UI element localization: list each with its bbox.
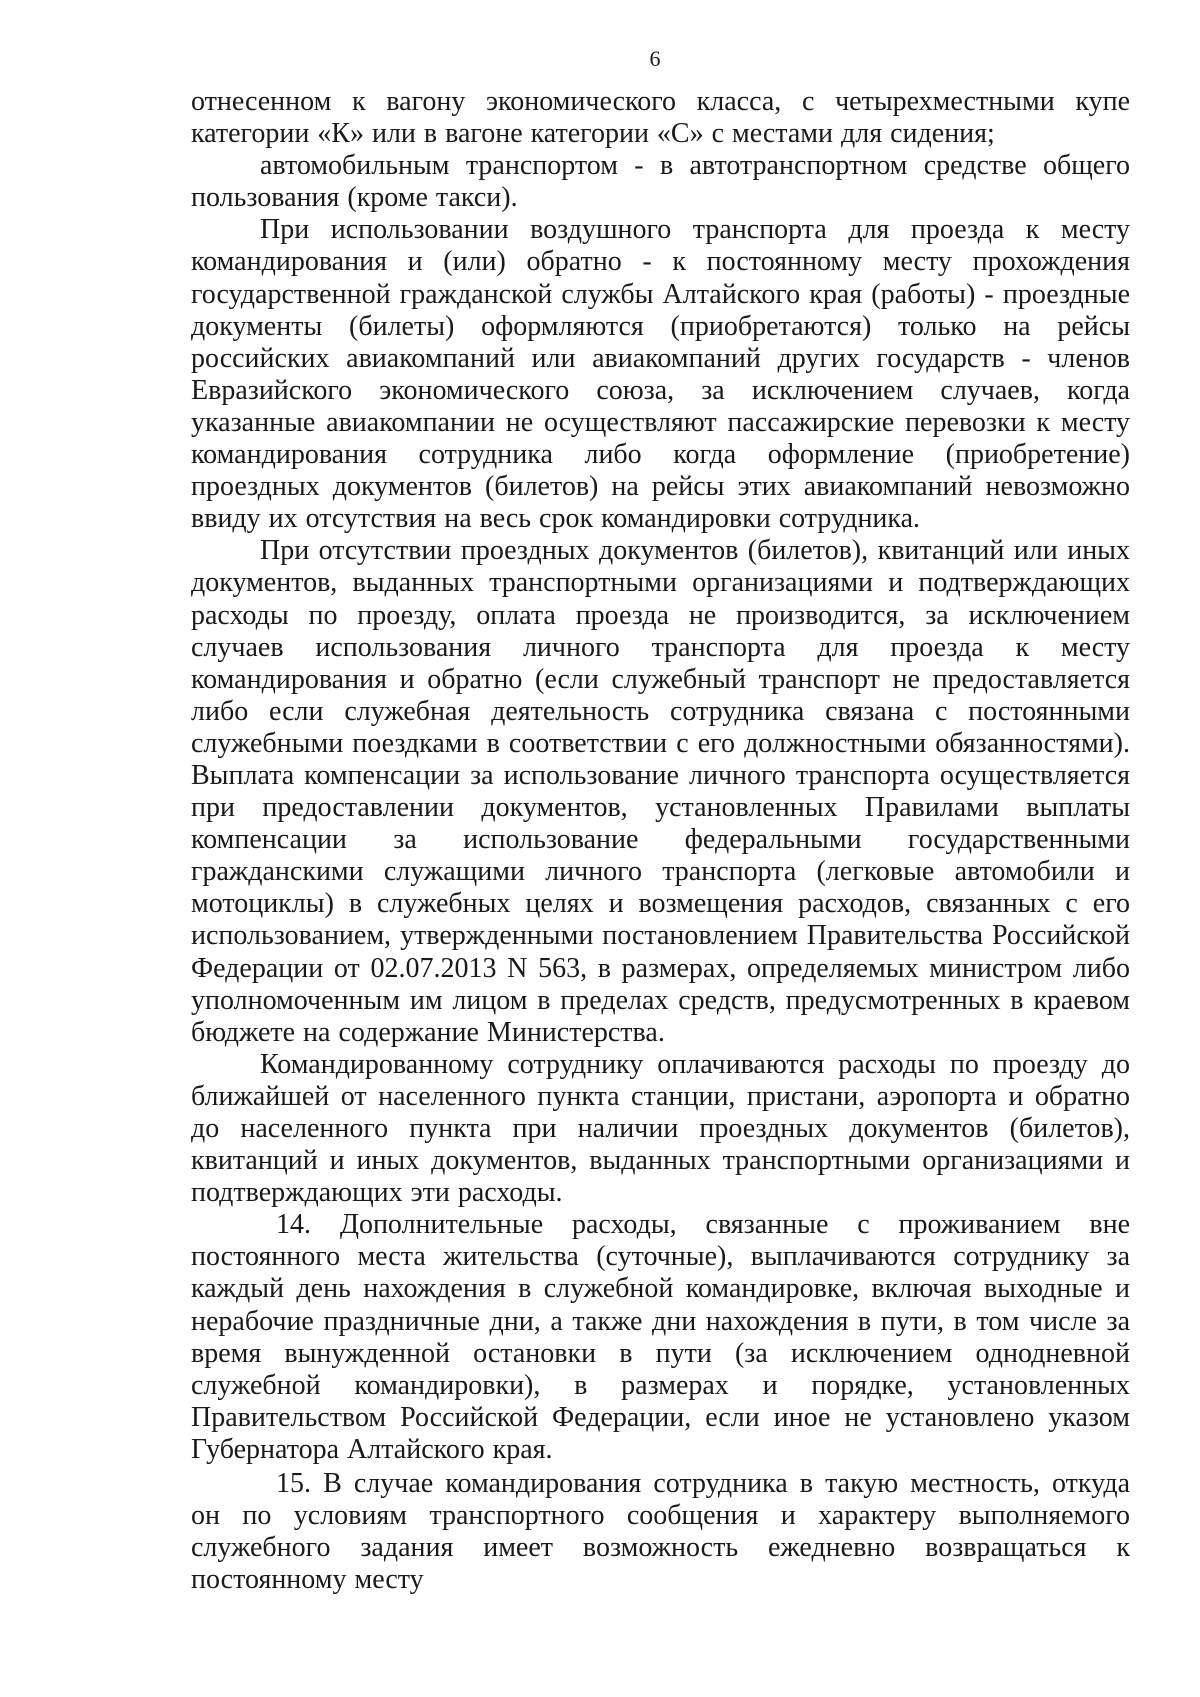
paragraph-railway-class: отнесенном к вагону экономического класса, с четырехместными купе категории «К» или в вагоне категории «С» с местами для сидения; xyxy=(191,86,1130,150)
paragraph-nearest-station: Командированному сотруднику оплачиваются расходы по проезду до ближайшей от населенного пункта станции, пристани, аэропорта и обратно до населенного пункта при наличии проездных документов (билетов), квитанций и иных документов, выданных транспортными организациями и подтверждающих эти расходы. xyxy=(191,1048,1130,1209)
document-body xyxy=(191,86,1130,1596)
paragraph-item-15-daily-return: 15. В случае командирования сотрудника в такую местность, откуда он по условиям транспортного сообщения и характеру выполняемого служебного задания имеет возможность ежедневно возвращаться к постоянному месту xyxy=(191,1468,1130,1596)
page-number: 6 xyxy=(649,46,661,71)
paragraph-item-14-per-diem: 14. Дополнительные расходы, связанные с проживанием вне постоянного места жительства (суточные), выплачиваются сотруднику за каждый день нахождения в служебной командировке, включая выходные и нерабочие праздничные дни, а также дни нахождения в пути, в том числе за время вынужденной остановки в пути (за исключением однодневной служебной командировки), в размерах и порядке, установленных Правительством Российской Федерации, если иное не установлено указом Губернатора Алтайского края. xyxy=(191,1209,1130,1465)
paragraph-road-transport: автомобильным транспортом - в автотранспортном средстве общего пользования (кроме такси). xyxy=(191,150,1130,214)
paragraph-missing-documents: При отсутствии проездных документов (билетов), квитанций или иных документов, выданных транспортными организациями и подтверждающих расходы по проезду, оплата проезда не производится, за исключением случаев использования личного транспорта для проезда к месту командирования и обратно (если служебный транспорт не предоставляется либо если служебная деятельность сотрудника связана с постоянными служебными поездками в соответствии с его должностными обязанностями). Выплата компенсации за использование личного транспорта осуществляется при предоставлении документов, установленных Правилами выплаты компенсации за использование федеральными государственными гражданскими служащими личного транспорта (легковые автомобили и мотоциклы) в служебных целях и возмещения расходов, связанных с его использованием, утвержденными постановлением Правительства Российской Федерации от 02.07.2013 N 563, в размерах, определяемых министром либо уполномоченным им лицом в пределах средств, предусмотренных в краевом бюджете на содержание Министерства. xyxy=(191,535,1130,1048)
paragraph-air-transport: При использовании воздушного транспорта для проезда к месту командирования и (или) обратно - к постоянному месту прохождения государственной гражданской службы Алтайского края (работы) - проездные документы (билеты) оформляются (приобретаются) только на рейсы российских авиакомпаний или авиакомпаний других государств - членов Евразийского экономического союза, за исключением случаев, когда указанные авиакомпании не осуществляют пассажирские перевозки к месту командирования сотрудника либо когда оформление (приобретение) проездных документов (билетов) на рейсы этих авиакомпаний невозможно ввиду их отсутствия на весь срок командировки сотрудника. xyxy=(191,214,1130,535)
